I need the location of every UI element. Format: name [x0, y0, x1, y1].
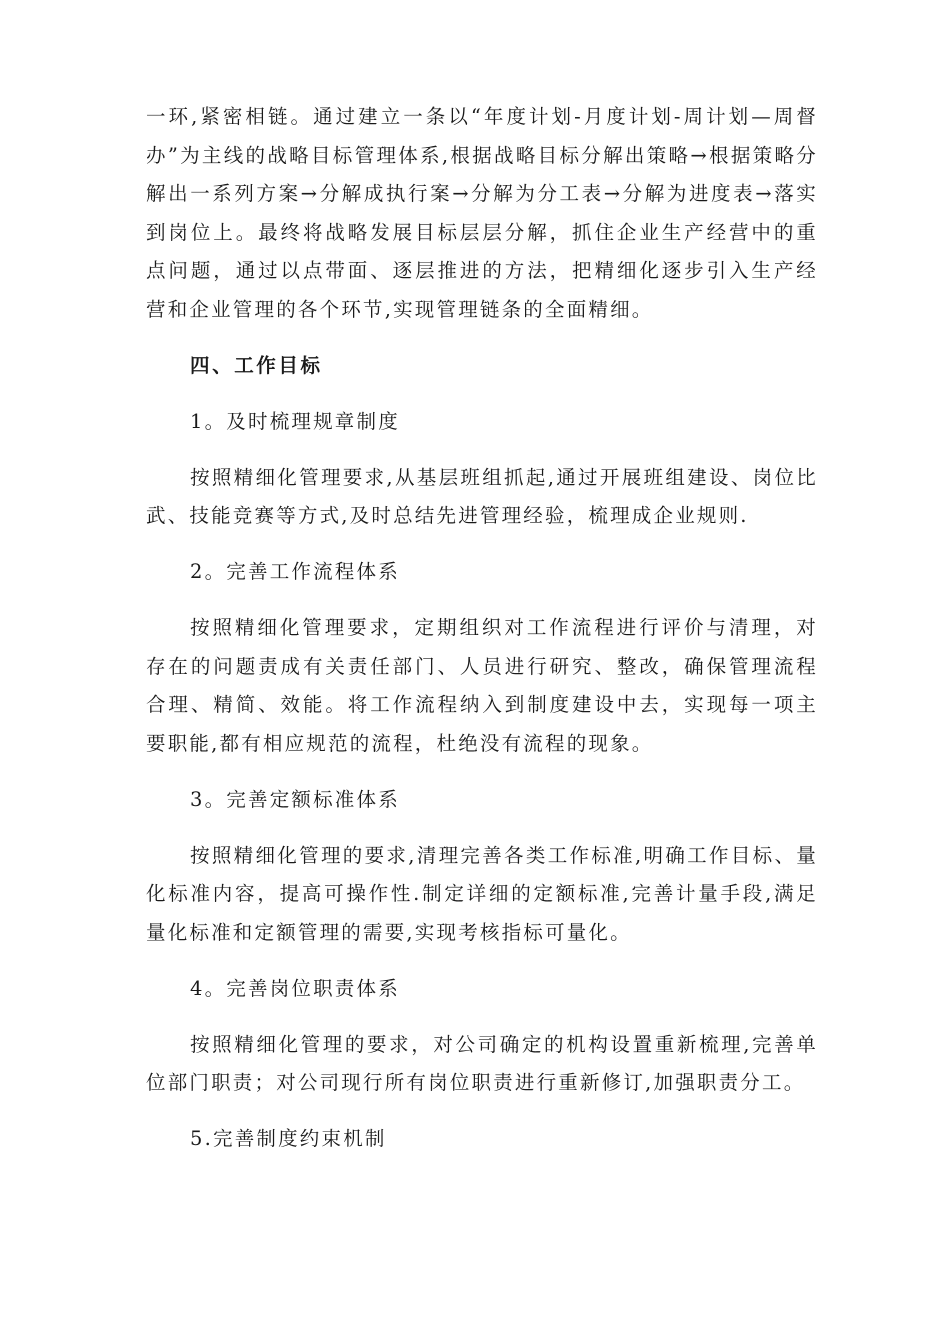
body-paragraph-workflow: 按照精细化管理要求，定期组织对工作流程进行评价与清理，对存在的问题责成有关责任部门、人员进行研究、整改，确保管理流程合理、精简、效能。将工作流程纳入到制度建设中去，实现每一项主要职能,都有相应规范的流程，杜绝没有流程的现象。 [146, 616, 818, 755]
subheading-regulations: 1。及时梳理规章制度 [190, 409, 400, 433]
body-paragraph-regulations: 按照精细化管理要求,从基层班组抓起,通过开展班组建设、岗位比武、技能竞赛等方式,及时总结先进管理经验，梳理成企业规则. [146, 465, 818, 527]
subheading-job-duties: 4。完善岗位职责体系 [190, 976, 400, 1000]
subheading-constraint-mechanism: 5.完善制度约束机制 [190, 1127, 387, 1150]
body-paragraph-quota-standards: 按照精细化管理的要求,清理完善各类工作标准,明确工作目标、量化标准内容，提高可操作性.制定详细的定额标准,完善计量手段,满足量化标准和定额管理的需要,实现考核指标可量化。 [146, 843, 818, 944]
document-body [146, 98, 818, 1176]
body-paragraph-job-duties: 按照精细化管理的要求，对公司确定的机构设置重新梳理,完善单位部门职责；对公司现行所有岗位职责进行重新修订,加强职责分工。 [146, 1032, 818, 1094]
body-paragraph-continued: 一环,紧密相链。通过建立一条以“年度计划-月度计划-周计划—周督办”为主线的战略目标管理体系,根据战略目标分解出策略→根据策略分解出一系列方案→分解成执行案→分解为分工表→分解为进度表→落实到岗位上。最终将战略发展目标层层分解，抓住企业生产经营中的重点问题，通过以点带面、逐层推进的方法，把精细化逐步引入生产经营和企业管理的各个环节,实现管理链条的全面精细。 [146, 105, 818, 321]
section-heading-work-goals: 四、工作目标 [190, 353, 323, 377]
subheading-workflow: 2。完善工作流程体系 [190, 560, 400, 583]
subheading-quota-standards: 3。完善定额标准体系 [190, 787, 400, 811]
